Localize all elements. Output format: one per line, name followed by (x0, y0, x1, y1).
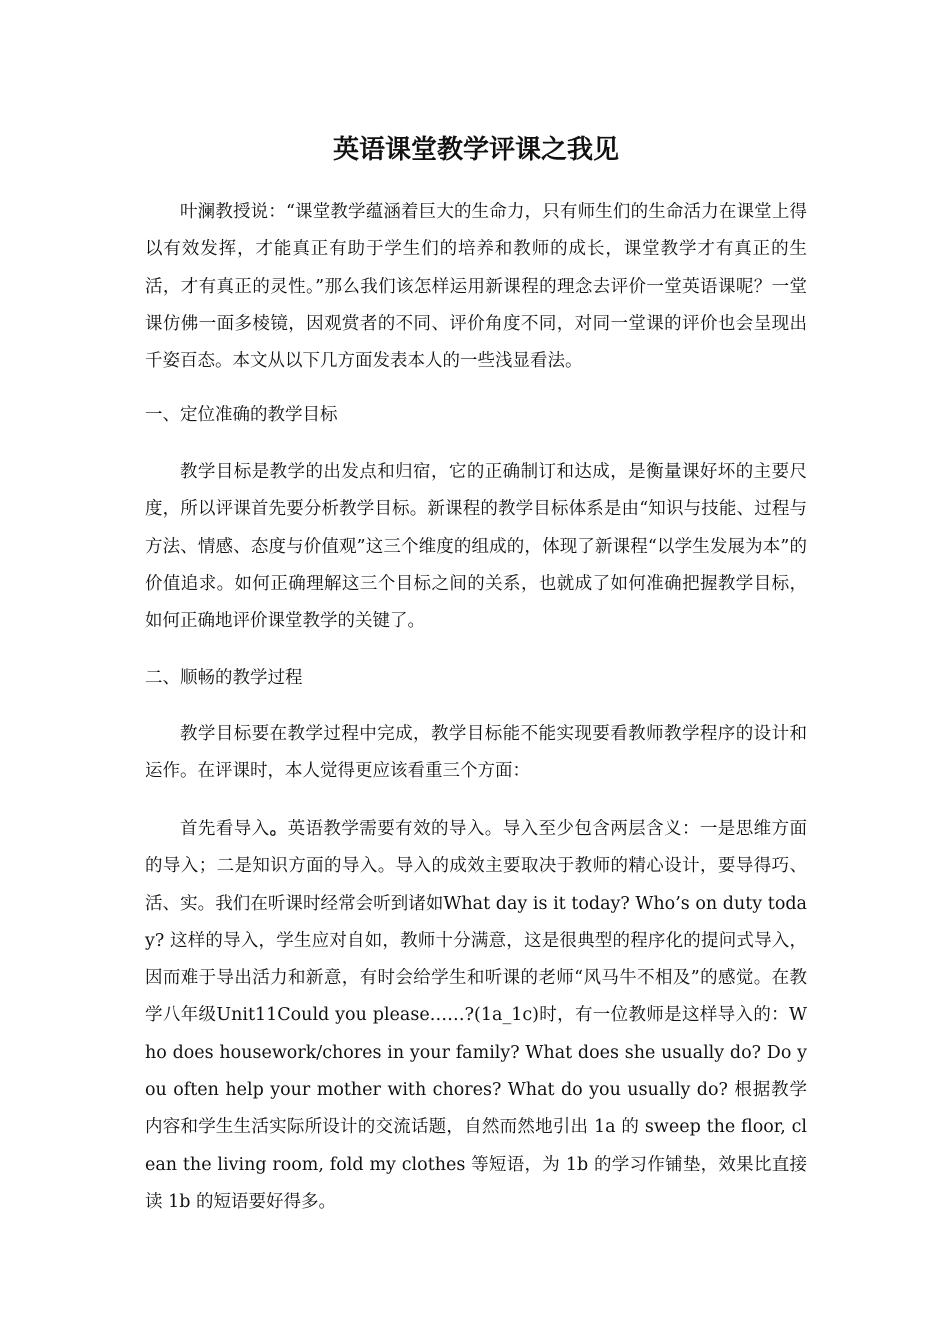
intro-paragraph: 叶澜教授说：“课堂教学蕴涵着巨大的生命力，只有师生们的生命活力在课堂上得以有效发挥，才能真正有助于学生们的培养和教师的成长，课堂教学才有真正的生活，才有真正的灵性。”那么我们该怎样运用新课程的理念去评价一堂英语课呢？一堂课仿佛一面多棱镜，因观赏者的不同、评价角度不同，对同一堂课的评价也会呈现出千姿百态。本文从以下几方面发表本人的一些浅显看法。 (145, 202, 807, 372)
section-1-heading: 一、定位准确的教学目标 (145, 405, 338, 425)
section-2-point-1-paragraph (145, 811, 807, 1221)
section-2-paragraph: 教学目标要在教学过程中完成，教学目标能不能实现要看教师教学程序的设计和运作。在评课时，本人觉得更应该看重三个方面： (145, 724, 807, 782)
document-title: 英语课堂教学评课之我见 (332, 135, 619, 165)
section-2-heading: 二、顺畅的教学过程 (145, 668, 303, 688)
point-1-body: 英语教学需要有效的导入。导入至少包含两层含义：一是思维方面的导入；二是知识方面的导入。导入的成效主要取决于教师的精心设计，要导得巧、活、实。我们在听课时经常会听到诸如What day is it today? Who’s on duty today? 这样的导入，学生应对自如，教师十分满意，这是很典型的程序化的提问式导入，因而难于导出活力和新意，有时会给学生和听课的老师“风马牛不相及”的感觉。在教学八年级Unit11Could you please……?(1a_1c)时，有一位教师是这样导入的：Who does housework/chores in your family? What does she usually do? Do you often help your mother with chores? What do you usually do? 根据教学内容和学生生活实际所设计的交流话题，自然而然地引出 1a 的 sweep the floor, clean the living room, fold my clothes 等短语，为 1b 的学习作铺垫，效果比直接读 1b 的短语要好得多。 (145, 819, 808, 1212)
point-1-lead: 首先看导入 (180, 819, 270, 839)
section-1-paragraph: 教学目标是教学的出发点和归宿，它的正确制订和达成，是衡量课好坏的主要尺度，所以评课首先要分析教学目标。新课程的教学目标体系是由“知识与技能、过程与方法、情感、态度与价值观”这三个维度的组成的，体现了新课程“以学生发展为本”的价值追求。如何正确理解这三个目标之间的关系，也就成了如何准确把握教学目标，如何正确地评价课堂教学的关键了。 (145, 462, 807, 632)
point-1-lead-period: 。 (269, 819, 288, 839)
